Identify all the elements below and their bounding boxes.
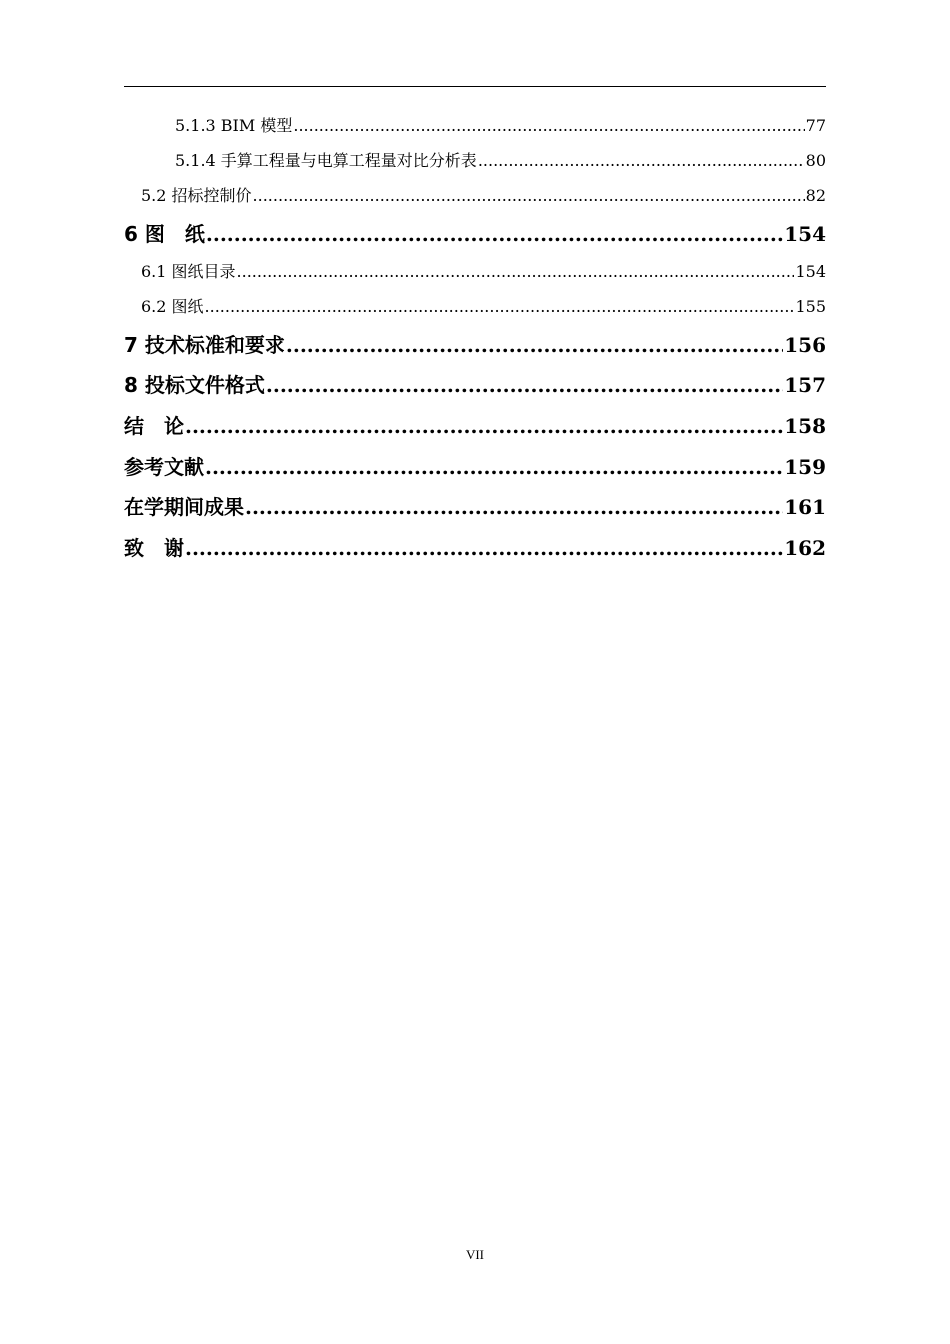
dot-leader — [205, 295, 795, 319]
toc-entry-label: 结 论 — [124, 414, 184, 438]
toc-entry-page: 162 — [784, 536, 826, 560]
toc-entry-page: 156 — [784, 333, 826, 357]
toc-entry-acknowledgements[interactable] — [124, 533, 826, 563]
dot-leader — [253, 184, 805, 208]
toc-entry-page: 155 — [795, 297, 826, 316]
toc-entry-5-2[interactable] — [141, 184, 826, 208]
toc-entry-achievements[interactable] — [124, 492, 826, 522]
dot-leader — [206, 219, 783, 249]
toc-entry-label: 5.1.3 BIM 模型 — [175, 116, 293, 135]
toc-entry-label: 6.1 图纸目录 — [141, 262, 236, 281]
dot-leader — [245, 492, 783, 522]
toc-entry-8[interactable] — [124, 370, 826, 400]
toc-entry-page: 161 — [784, 495, 826, 519]
toc-entry-references[interactable] — [124, 452, 826, 482]
toc-entry-page: 154 — [784, 222, 826, 246]
page-number: VII — [465, 1247, 485, 1262]
toc-entry-page: 154 — [795, 262, 826, 281]
toc-entry-label: 在学期间成果 — [124, 495, 244, 519]
toc-entry-conclusion[interactable] — [124, 411, 826, 441]
toc-entry-5-1-3[interactable] — [175, 114, 826, 138]
toc-entry-label: 6 图 纸 — [124, 222, 205, 246]
header-rule — [124, 86, 826, 87]
dot-leader — [185, 533, 783, 563]
toc-entry-page: 159 — [784, 455, 826, 479]
toc-entry-7[interactable] — [124, 330, 826, 360]
toc-entry-6[interactable] — [124, 219, 826, 249]
toc-entry-label: 5.1.4 手算工程量与电算工程量对比分析表 — [175, 151, 477, 170]
toc-entry-page: 158 — [784, 414, 826, 438]
dot-leader — [205, 452, 783, 482]
toc-entry-6-2[interactable] — [141, 295, 826, 319]
toc-entry-label: 致 谢 — [124, 536, 184, 560]
dot-leader — [237, 260, 795, 284]
toc-entry-page: 157 — [784, 373, 826, 397]
dot-leader — [478, 149, 805, 173]
toc-entry-label: 8 投标文件格式 — [124, 373, 265, 397]
dot-leader — [286, 330, 783, 360]
dot-leader — [293, 114, 804, 138]
toc-entry-page: 82 — [805, 186, 826, 205]
toc-entry-page: 77 — [805, 116, 826, 135]
toc-entry-page: 80 — [805, 151, 826, 170]
toc-entry-label: 7 技术标准和要求 — [124, 333, 285, 357]
dot-leader — [266, 370, 783, 400]
dot-leader — [185, 411, 783, 441]
toc-entry-label: 参考文献 — [124, 455, 204, 479]
toc-entry-6-1[interactable] — [141, 260, 826, 284]
toc-entry-5-1-4[interactable] — [175, 149, 826, 173]
toc-entry-label: 5.2 招标控制价 — [141, 186, 252, 205]
toc-entry-label: 6.2 图纸 — [141, 297, 204, 316]
